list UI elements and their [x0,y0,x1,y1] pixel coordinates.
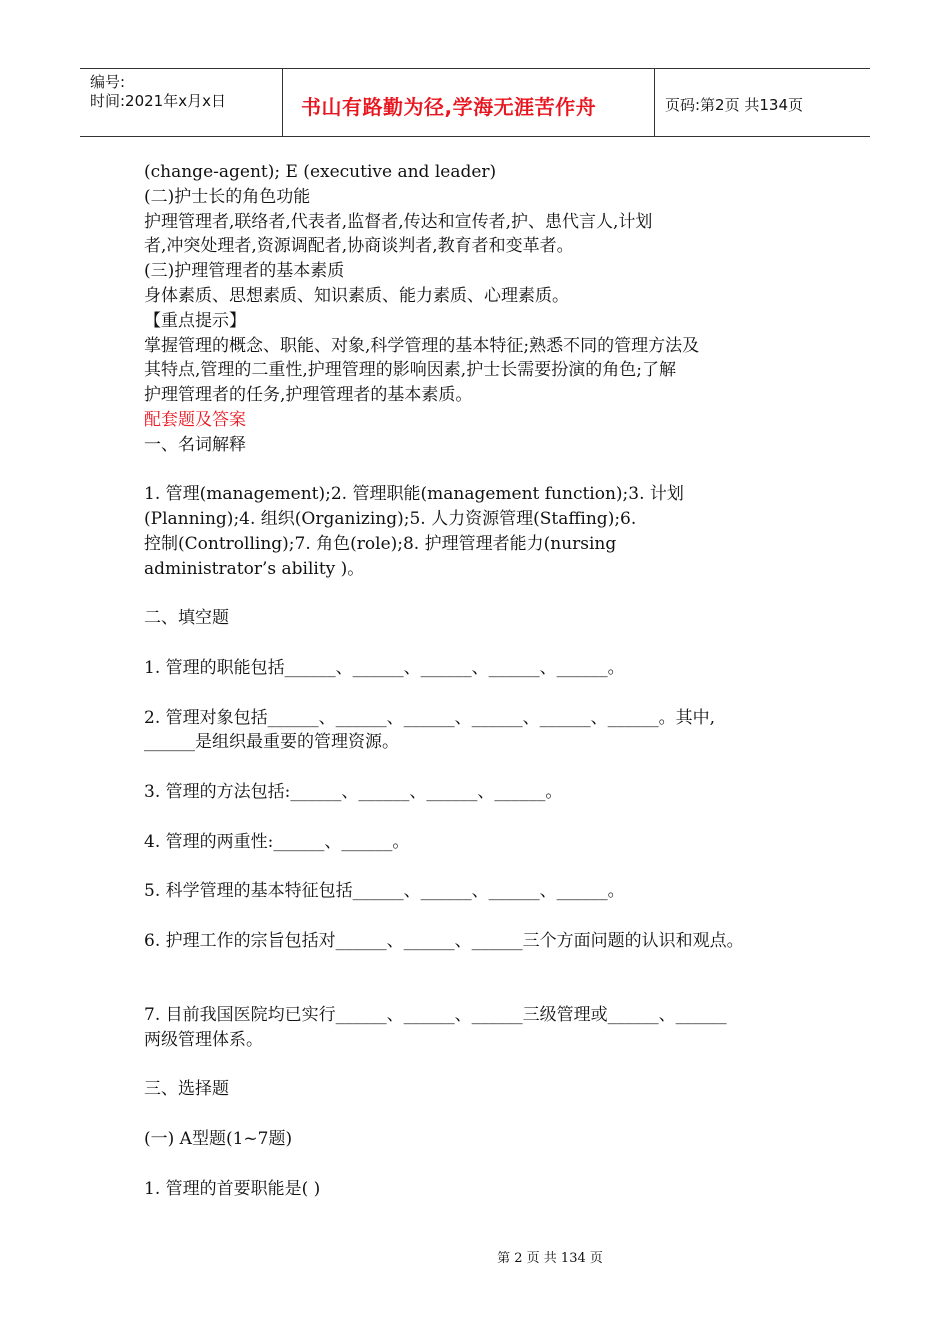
blank-line [144,582,824,607]
footer-page-number: 第 2 页 共 134 页 [497,1251,603,1266]
blank-line [144,1053,824,1078]
question-line: 1. 管理的职能包括______、______、______、______、______。 [144,657,625,678]
blank-line [144,904,824,929]
blank-line [144,854,824,879]
page-footer [0,1247,950,1266]
blank-line [144,1102,824,1127]
blank-line [144,978,824,1003]
header-motto-cell [283,69,655,136]
blank-line [144,805,824,830]
question-line: 5. 科学管理的基本特征包括______、______、______、______。 [144,881,625,902]
subsection-heading: (一) A型题(1~7题) [144,1129,293,1150]
body-line: (change-agent); E (executive and leader) [144,162,497,182]
blank-line [144,681,824,706]
document-time-label: 时间:2021年x月x日 [90,92,226,110]
question-line: 1. 管理的首要职能是( ) [144,1178,321,1199]
page-header [80,68,870,137]
header-page-cell [655,69,870,136]
question-line: (Planning);4. 组织(Organizing);5. 人力资源管理(Staffing);6. [144,509,637,530]
body-line: 其特点,管理的二重性,护理管理的影响因素,护士长需要扮演的角色;了解 [144,360,676,381]
question-line: administrator’s ability )。 [144,558,365,579]
body-line: 护理管理者的任务,护理管理者的基本素质。 [144,385,473,406]
section-heading: 一、名词解释 [144,434,246,455]
question-line: 2. 管理对象包括______、______、______、______、______、______。其中, [144,707,716,728]
blank-line [144,954,824,979]
question-line: 3. 管理的方法包括:______、______、______、______。 [144,781,563,802]
question-line: 两级管理体系。 [144,1029,263,1050]
question-line: ______是组织最重要的管理资源。 [144,732,399,753]
question-line: 6. 护理工作的宗旨包括对______、______、______三个方面问题的认识和观点。 [144,930,744,951]
body-line: 护理管理者,联络者,代表者,监督者,传达和宣传者,护、患代言人,计划 [144,211,653,232]
key-points-heading: 【重点提示】 [144,310,246,331]
blank-line [144,1152,824,1177]
body-line: 身体素质、思想素质、知识素质、能力素质、心理素质。 [144,285,569,306]
question-line: 4. 管理的两重性:______、______。 [144,831,410,852]
question-line: 控制(Controlling);7. 角色(role);8. 护理管理者能力(nursing [144,533,617,554]
header-motto: 书山有路勤为径,学海无涯苦作舟 [301,95,597,119]
blank-line [144,631,824,656]
question-line: 1. 管理(management);2. 管理职能(management function);3. 计划 [144,484,684,505]
body-line: 者,冲突处理者,资源调配者,协商谈判者,教育者和变革者。 [144,236,574,257]
section-heading: 二、填空题 [144,608,229,629]
document-body [144,160,824,1201]
blank-line [144,458,824,483]
blank-line [144,755,824,780]
document-number-label: 编号: [90,73,126,91]
question-line: 7. 目前我国医院均已实行______、______、______三级管理或______、______ [144,1005,727,1026]
body-line: 掌握管理的概念、职能、对象,科学管理的基本特征;熟悉不同的管理方法及 [144,335,700,356]
header-page-info: 页码:第2页 共134页 [665,96,803,114]
section-heading: 三、选择题 [144,1079,229,1100]
section-heading: (二)护士长的角色功能 [144,186,311,207]
section-heading: (三)护理管理者的基本素质 [144,261,345,282]
exercises-heading: 配套题及答案 [144,409,246,430]
header-meta [80,69,283,136]
